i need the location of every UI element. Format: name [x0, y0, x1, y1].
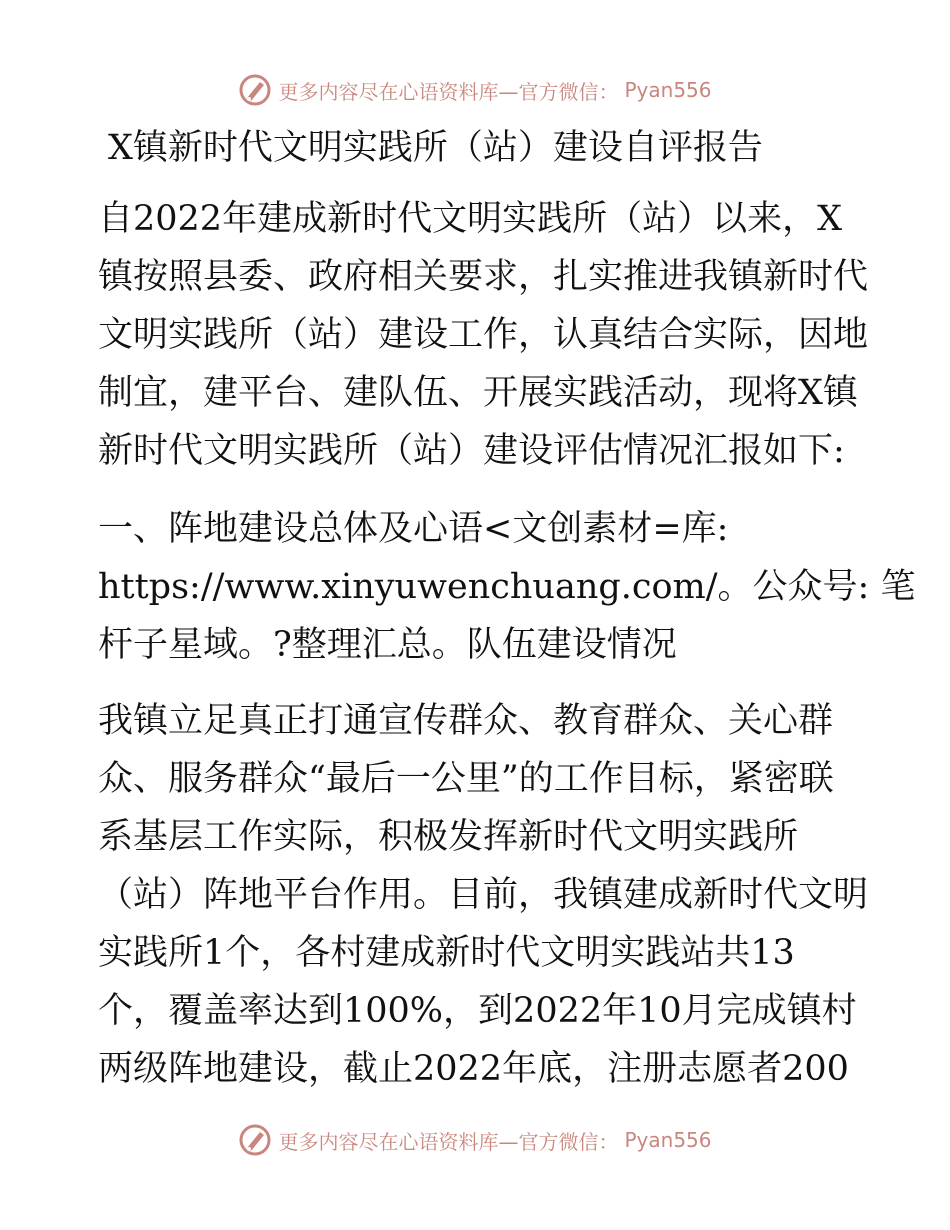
pen-logo-icon [238, 1123, 272, 1157]
text-line: 两级阵地建设，截止2022年底，注册志愿者200 [98, 1049, 849, 1089]
text-line: 文明实践所（站）建设工作，认真结合实际，因地 [98, 315, 869, 355]
text-line: 镇按照县委、政府相关要求，扎实推进我镇新时代 [98, 257, 869, 297]
paragraph-section-heading [98, 500, 916, 674]
text-line: 众、服务群众“最后一公里”的工作目标，紧密联 [98, 759, 834, 799]
watermark-header [0, 70, 950, 110]
text-line: https://www.xinyuwenchuang.com/。公众号: 笔 [98, 567, 916, 607]
watermark-footer [0, 1120, 950, 1160]
watermark-text: 更多内容尽在心语资料库—官方微信： [278, 79, 619, 104]
text-line: 一、阵地建设总体及心语<文创素材=库: [98, 509, 729, 549]
text-line: 实践所1个，各村建成新时代文明实践站共13 [98, 933, 795, 973]
paragraph-intro [98, 190, 869, 480]
text-line: 个，覆盖率达到100%，到2022年10月完成镇村 [98, 991, 857, 1031]
watermark-id: Pyan556 [624, 1128, 712, 1152]
watermark-id: Pyan556 [624, 78, 712, 102]
document-title: X镇新时代文明实践所（站）建设自评报告 [108, 128, 763, 168]
text-line: 系基层工作实际，积极发挥新时代文明实践所 [98, 817, 799, 857]
pen-logo-icon [238, 73, 272, 107]
text-line: 杆子星域。?整理汇总。队伍建设情况 [98, 625, 677, 665]
watermark-text: 更多内容尽在心语资料库—官方微信： [278, 1129, 619, 1154]
text-line: （站）阵地平台作用。目前，我镇建成新时代文明 [98, 875, 869, 915]
text-line: 我镇立足真正打通宣传群众、教育群众、关心群 [98, 701, 834, 741]
paragraph-body [98, 692, 869, 1098]
text-line: 新时代文明实践所（站）建设评估情况汇报如下: [98, 431, 845, 471]
text-line: 制宜，建平台、建队伍、开展实践活动，现将X镇 [98, 373, 858, 413]
text-line: 自2022年建成新时代文明实践所（站）以来，X [98, 199, 842, 239]
